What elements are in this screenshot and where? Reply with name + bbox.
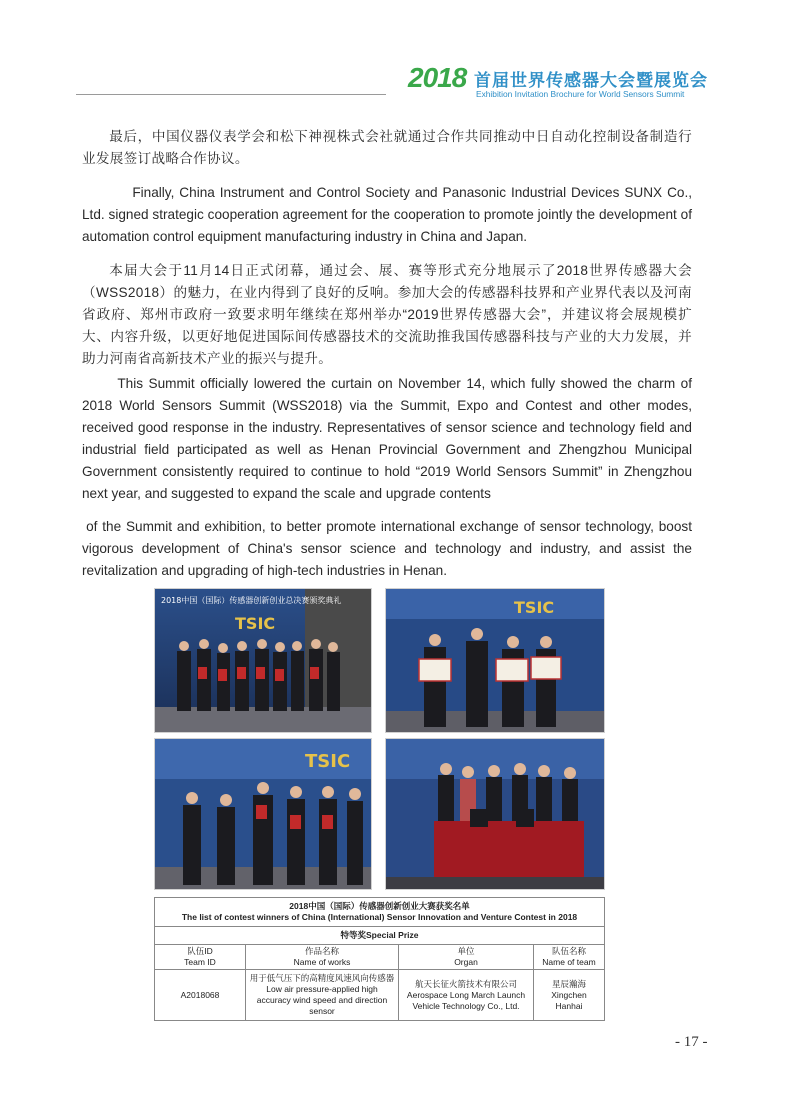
header-organ-cn: 单位	[457, 946, 475, 956]
photo-signing-ceremony	[385, 738, 605, 890]
photo-award-plaques	[385, 588, 605, 733]
paragraph-en-1: Finally, China Instrument and Control Society and Panasonic Industrial Devices SUNX Co., Ltd. signed strategic cooperation agreement for the cooperation to promote jointly the development of automation control equipment manufacturing industry in China and Japan.	[82, 185, 692, 244]
header-team-name	[534, 945, 605, 970]
header-team-id	[155, 945, 246, 970]
cell-team-name	[534, 970, 605, 1021]
cell-work-name	[246, 970, 399, 1021]
cell-organ-en: Aerospace Long March Launch Vehicle Technology Co., Ltd.	[406, 989, 526, 1011]
paragraph-en-3: of the Summit and exhibition, to better promote international exchange of sensor technology, boost vigorous development of China's sensor science and technology and industry, and assist the revitalization and upgrading of high-tech industries in Henan.	[82, 519, 692, 578]
cell-team-name-cn: 星辰瀚海	[551, 978, 586, 989]
logo-title-en: Exhibition Invitation Brochure for World Sensors Summit	[476, 89, 685, 99]
tsic-logo: TSIC	[235, 614, 276, 633]
cell-team-name-en: Xingchen Hanhai	[551, 989, 587, 1011]
cell-organ-cn: 航天长征火箭技术有限公司	[414, 978, 517, 989]
header-organ-en: Organ	[454, 957, 478, 967]
paragraph-cn-2: 本届大会于11月14日正式闭幕，通过会、展、赛等形式充分地展示了2018世界传感器大会（WSS2018）的魅力，在业内得到了良好的反响。参加大会的传感器科技界和产业界代表以及河南省政府、郑州市政府一致要求明年继续在郑州举办“2019世界传感器大会”，并建议将会展规模扩大、内容升级，以更好地促进国际间传感器技术的交流助推我国传感器科技与产业的大力发展，并助力河南省高新技术产业的振兴与提升。	[82, 263, 692, 366]
table-title-en: The list of contest winners of China (International) Sensor Innovation and Venture Contest in 2018	[181, 912, 578, 922]
photo-award-group-2	[154, 738, 372, 890]
page-number: - 17 -	[675, 1034, 708, 1050]
contest-winners-table	[154, 897, 605, 1021]
photo-award-group-1	[154, 588, 372, 733]
table-title-cn: 2018中国（国际）传感器创新创业大赛获奖名单	[289, 901, 470, 911]
header-work-name	[246, 945, 399, 970]
logo-title-cn: 首届世界传感器大会暨展览会	[474, 71, 708, 90]
header-work-name-en: Name of works	[293, 957, 351, 967]
table-header-row	[155, 945, 605, 970]
cell-work-name-en: Low air pressure-applied high accuracy wind speed and direction sensor	[256, 984, 388, 1016]
summit-logo	[408, 62, 728, 106]
paragraph-en-2: This Summit officially lowered the curtain on November 14, which fully showed the charm of 2018 World Sensors Summit (WSS2018) via the Summit, Expo and Contest and other modes, received good response in the industry. Representatives of sensor science and technology field and industrial field participated as well as Henan Provincial Government and Zhengzhou Municipal Government consistently required to continue to hold “2019 World Sensors Summit” in Zhengzhou next year, and suggested to expand the scale and upgrade contents	[82, 376, 692, 501]
cell-work-name-cn: 用于低气压下的高精度风速风向传感器	[249, 973, 395, 983]
table-title	[155, 898, 605, 927]
header-rule	[76, 94, 386, 95]
header-work-name-cn: 作品名称	[304, 946, 339, 956]
logo-year: 2018	[408, 62, 467, 93]
prize-category: 特等奖Special Prize	[155, 927, 605, 945]
tsic-logo-3: TSIC	[305, 751, 351, 772]
tsic-logo-2: TSIC	[514, 598, 555, 617]
header-organ	[399, 945, 534, 970]
cell-team-id: A2018068	[155, 970, 246, 1021]
paragraph-cn-1: 最后，中国仪器仪表学会和松下神视株式会社就通过合作共同推动中日自动化控制设备制造行业发展签订战略合作协议。	[82, 129, 692, 166]
header-team-id-cn: 队伍ID	[187, 946, 213, 956]
table-row	[155, 970, 605, 1021]
photo-banner-text: 2018中国（国际）传感器创新创业总决赛颁奖典礼	[161, 596, 342, 605]
cell-organ	[399, 970, 534, 1021]
header-team-name-en: Name of team	[542, 957, 596, 967]
header-team-id-en: Team ID	[184, 957, 216, 967]
header-team-name-cn: 队伍名称	[551, 946, 586, 956]
